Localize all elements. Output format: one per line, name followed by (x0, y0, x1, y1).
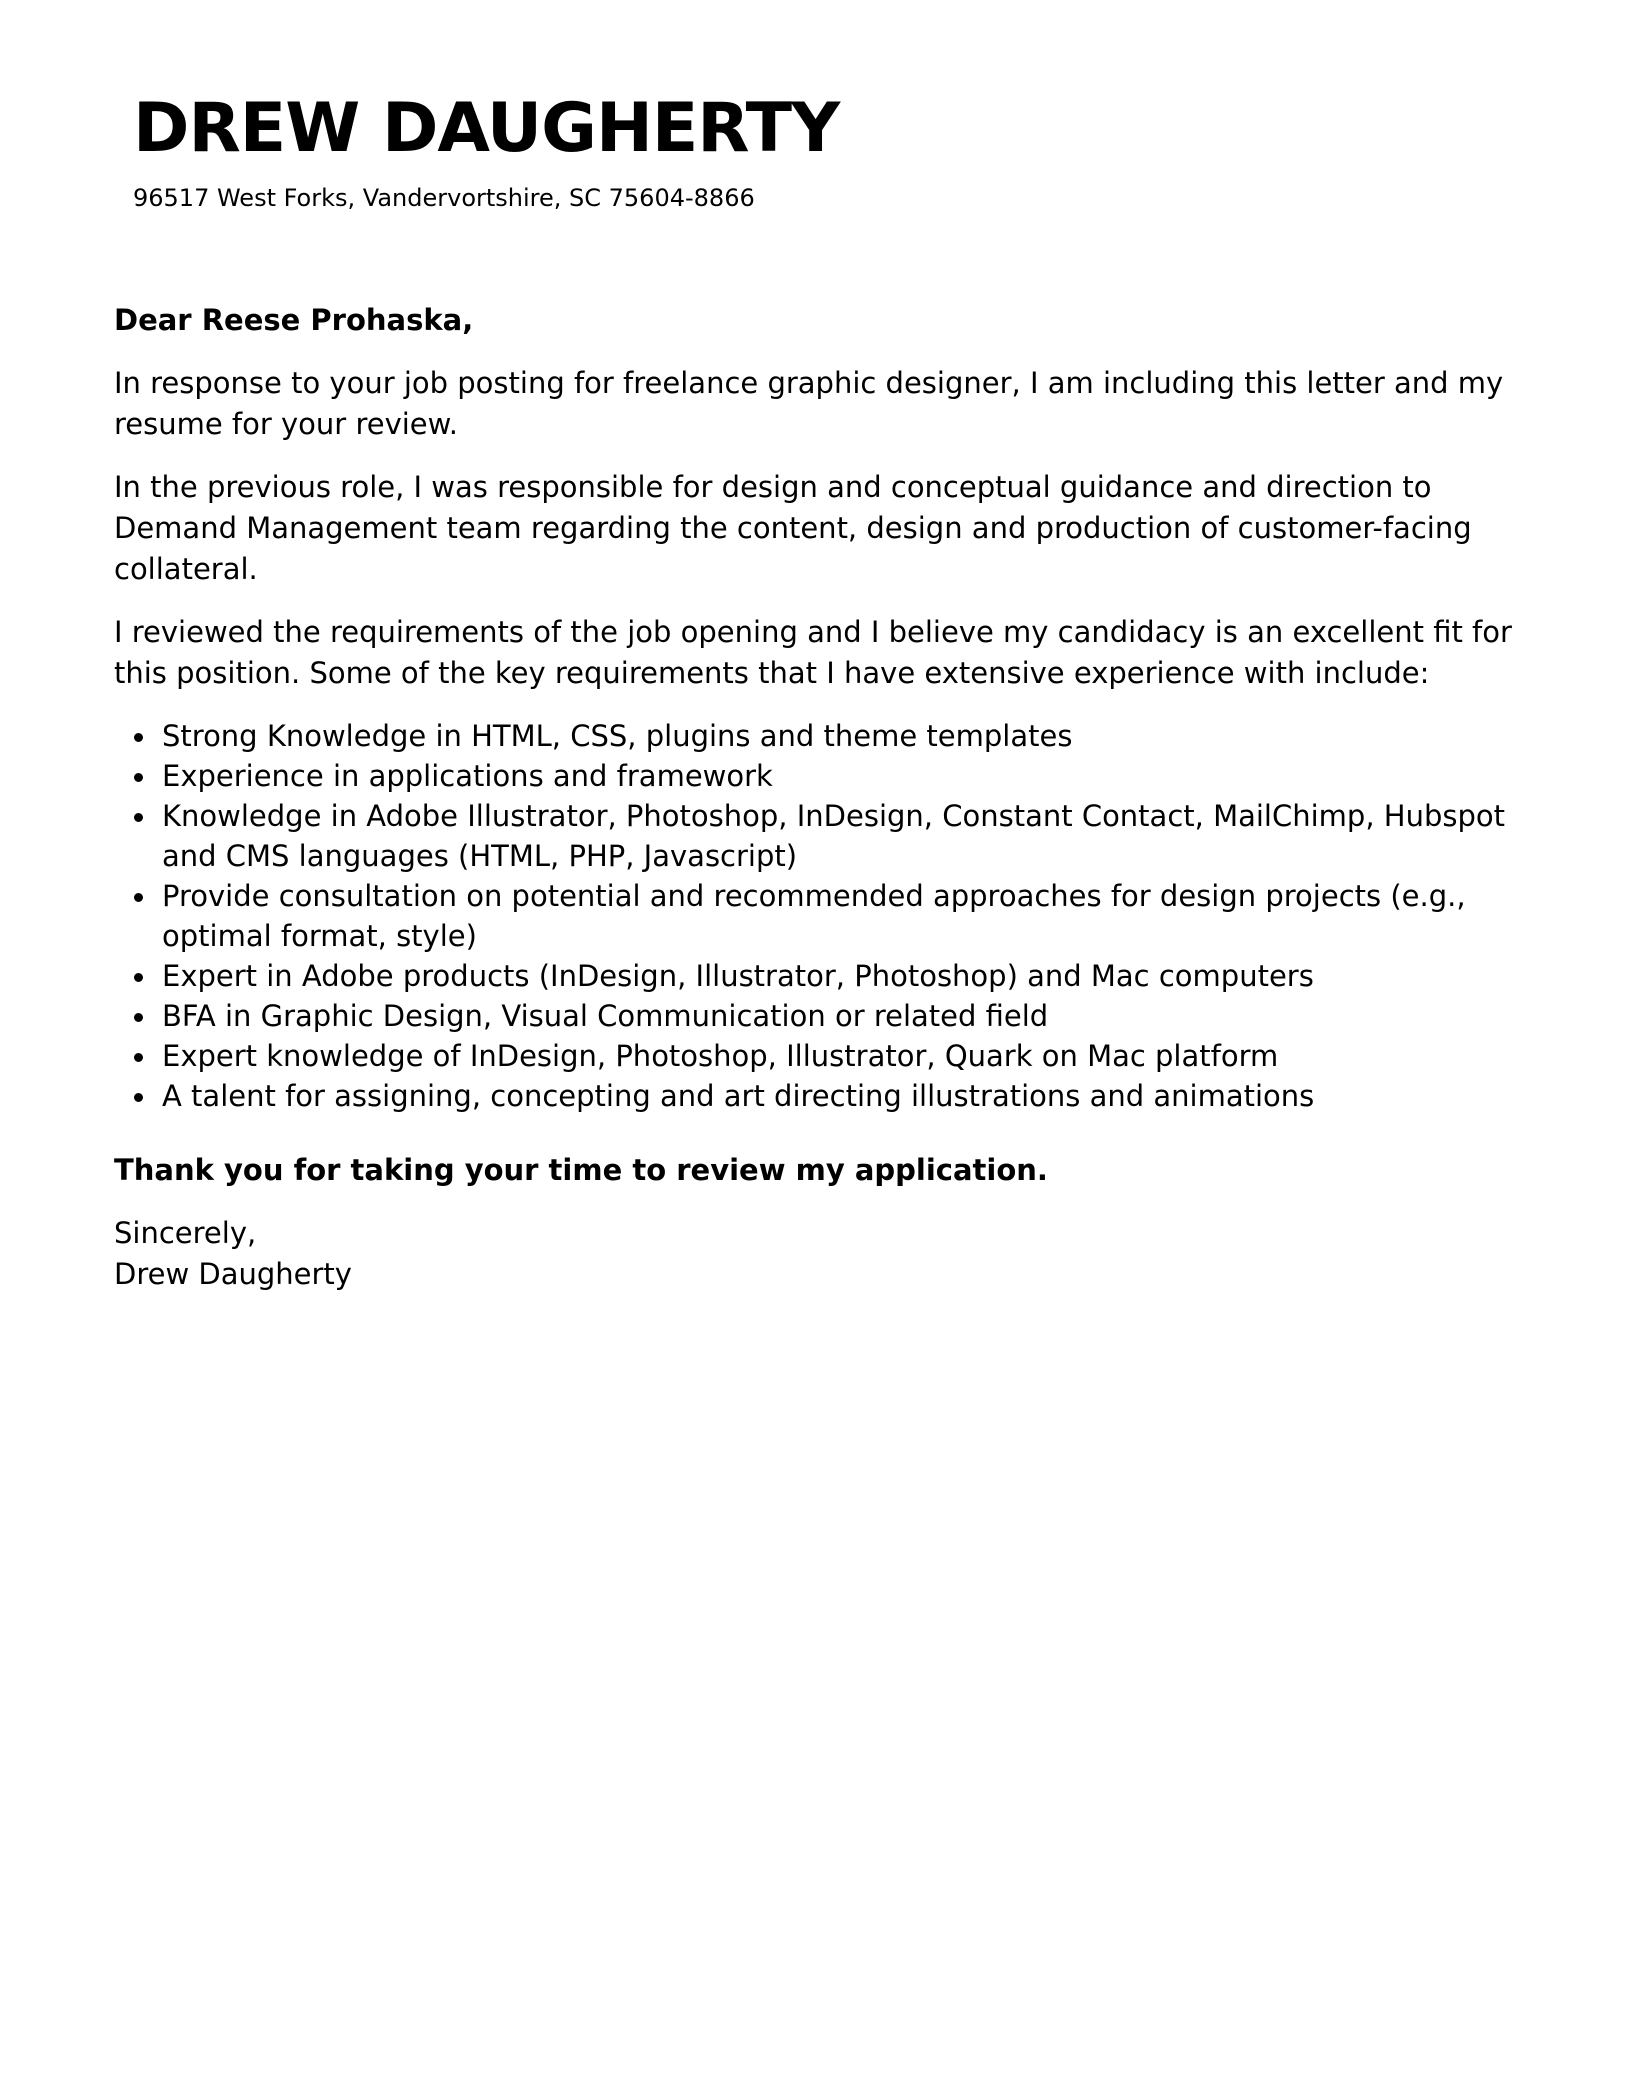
paragraph-intro: In response to your job posting for freelance graphic designer, I am including this letter and my resume for your review. (114, 366, 1504, 441)
list-item: Expert knowledge of InDesign, Photoshop, Illustrator, Quark on Mac platform (162, 1036, 1534, 1076)
closing (114, 1213, 1534, 1295)
sender-address: 96517 West Forks, Vandervortshire, SC 75604-8866 (133, 184, 755, 212)
requirements-list (114, 716, 1534, 1116)
thank-you-line: Thank you for taking your time to review my application. (114, 1153, 1048, 1187)
list-item: BFA in Graphic Design, Visual Communication or related field (162, 996, 1534, 1036)
list-item: Experience in applications and framework (162, 756, 1534, 796)
list-item: Expert in Adobe products (InDesign, Illustrator, Photoshop) and Mac computers (162, 956, 1534, 996)
closing-word: Sincerely, (114, 1216, 257, 1250)
salutation: Dear Reese Prohaska, (114, 303, 474, 337)
list-item: Provide consultation on potential and recommended approaches for design projects (e.g., optimal format, style) (162, 876, 1534, 956)
letter-body (114, 300, 1534, 1295)
list-item: Knowledge in Adobe Illustrator, Photoshop, InDesign, Constant Contact, MailChimp, Hubspot and CMS languages (HTML, PHP, Javascript) (162, 796, 1534, 876)
sender-name: DREW DAUGHERTY (133, 89, 840, 168)
list-item: Strong Knowledge in HTML, CSS, plugins and theme templates (162, 716, 1534, 756)
paragraph-previous-role: In the previous role, I was responsible for design and conceptual guidance and direction to Demand Management team regarding the content, design and production of customer-facing collateral. (114, 470, 1472, 586)
letter-header (133, 88, 839, 214)
list-item: A talent for assigning, concepting and art directing illustrations and animations (162, 1076, 1534, 1116)
paragraph-requirements-intro: I reviewed the requirements of the job opening and I believe my candidacy is an excellent fit for this position. Some of the key requirements that I have extensive experience with include: (114, 615, 1512, 690)
signature: Drew Daugherty (114, 1257, 352, 1291)
